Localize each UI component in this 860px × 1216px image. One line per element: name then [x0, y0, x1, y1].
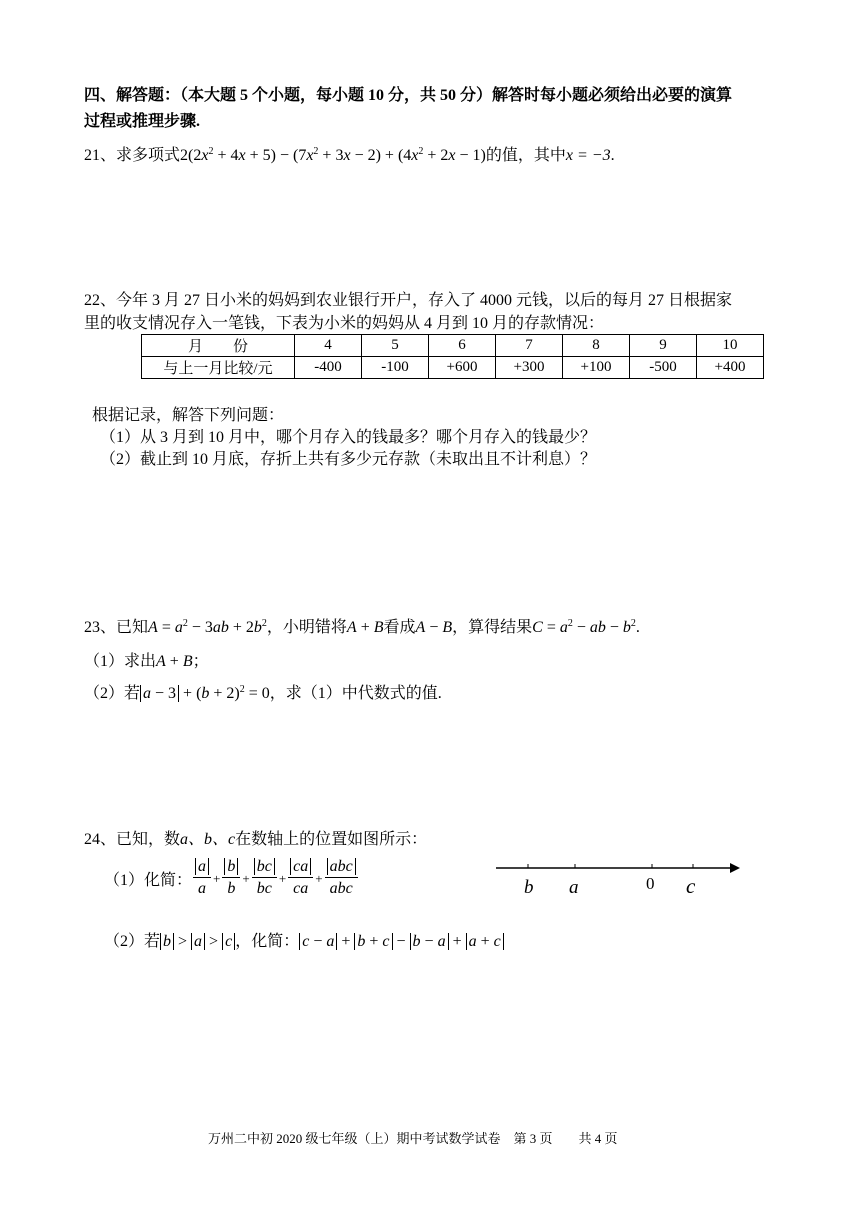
q23-known: 已知	[116, 619, 149, 636]
q23-expr-c: $C = a^2$ − ab − $b^2$	[532, 618, 636, 636]
fraction: $\frac{bc}{bc}$	[252, 857, 277, 900]
q22-line2: 里的收支情况存入一笔钱，下表为小米的妈妈从 4 月到 10 月的存款情况：	[84, 315, 605, 332]
table-row	[142, 335, 764, 357]
q21-polynomial: $2(2x^2 + 4x + 5) - (7x^2 + 3x - 2) + (4x^2 + 2x - 1)$	[180, 146, 486, 164]
q24-sub2-prefix: （2）若	[104, 933, 161, 950]
q23-text-2: 看成	[383, 619, 416, 636]
q24-sub2	[104, 928, 504, 951]
q23-text-1: ，小明错将	[266, 619, 347, 636]
q24-text-2: 在数轴上的位置如图所示：	[235, 831, 428, 848]
fraction: $\frac{\text{abc}}{\text{abc}}$	[325, 857, 358, 900]
table-row	[142, 357, 764, 379]
q23-a-minus-b: A − B	[415, 619, 453, 636]
q22-intro: 根据记录，解答下列问题：	[92, 407, 285, 424]
table-cell: 8	[563, 335, 630, 357]
q24-vars: a、b、c	[180, 831, 236, 848]
label-c: c	[686, 874, 696, 898]
deposit-table	[141, 334, 764, 379]
q24-sub2-mid: ，化简：	[235, 933, 300, 950]
fraction: $\frac{b}{b}$	[222, 857, 240, 900]
table-cell: 10	[697, 335, 764, 357]
q22-line1	[84, 287, 732, 310]
question-number: 23、	[84, 619, 117, 636]
table-cell: +100	[563, 357, 630, 379]
q24-sub1: （1）化简： $\frac{a}{a}$ + $\frac{b}{b}$ + $\frac{bc}{bc}$ + $\frac{ca}{ca}$ + $\frac{\text{abc}}{\text{abc}}$	[104, 857, 359, 900]
q21-x-value: x = −3	[565, 147, 611, 164]
q23-sub1-expr: A + B	[156, 653, 193, 670]
table-header-month: 月 份	[142, 335, 295, 357]
question-number: 24、	[84, 831, 117, 848]
table-cell: 6	[429, 335, 496, 357]
fraction: $\frac{a}{a}$	[193, 857, 211, 900]
table-cell: 9	[630, 335, 697, 357]
q23-expr-a: $A = a^2 - 3ab + 2b^2$	[148, 618, 267, 636]
table-cell: +300	[496, 357, 563, 379]
question-number: 22、	[84, 292, 117, 309]
table-cell: +400	[697, 357, 764, 379]
section-heading-line2: 过程或推理步骤.	[84, 113, 201, 130]
q22-sub1: （1）从 3 月到 10 月中，哪个月存入的钱最多？哪个月存入的钱最少？	[100, 429, 597, 446]
q23-sub2	[84, 680, 442, 703]
q23-sub1	[84, 648, 209, 671]
q23-sub2-condition: $a - 3 + (b + 2)^2 = 0$	[140, 685, 270, 702]
arrow-icon	[730, 863, 740, 873]
table-cell: +600	[429, 357, 496, 379]
table-header-change: 与上一月比较/元	[142, 357, 295, 379]
q22-text-1: 今年 3 月 27 日小米的妈妈到农业银行开户，存入了 4000 元钱，以后的每月 27 日根据家	[116, 292, 733, 309]
q23-sub2-suffix: ，求（1）中代数式的值.	[269, 685, 442, 702]
q24-text-1: 已知，数	[116, 831, 181, 848]
number-line-figure	[490, 855, 750, 905]
question-number: 21、	[84, 147, 117, 164]
q24-sub1-prefix: （1）化简：	[104, 872, 193, 889]
page-footer: 万州二中初 2020 级七年级（上）期中考试数学试卷 第 3 页 共 4 页	[208, 1131, 618, 1146]
question-23: 23、已知$A = a^2 - 3ab + 2b^2$，小明错将A + B看成A − B，算得结果$C = a^2$ − ab − $b^2$.	[84, 618, 640, 636]
q21-suffix: 的值，其中	[485, 147, 566, 164]
q22-sub2: （2）截止到 10 月底，存折上共有多少元存款（未取出且不计利息）？	[100, 451, 597, 468]
table-cell: -100	[362, 357, 429, 379]
q23-sub1-prefix: （1）求出	[84, 653, 157, 670]
q21-prefix: 求多项式	[116, 147, 181, 164]
q24-sub2-expr: c − a + b + c − b − a + a + c	[299, 933, 504, 950]
q24-line1	[84, 826, 427, 849]
table-cell: -400	[295, 357, 362, 379]
table-cell: 7	[496, 335, 563, 357]
q23-sub1-suffix: ；	[192, 653, 209, 670]
label-a: a	[569, 877, 579, 898]
table-cell: 5	[362, 335, 429, 357]
question-21: 21、求多项式$2(2x^2 + 4x + 5) - (7x^2 + 3x - 2) + (4x^2 + 2x - 1)$的值，其中x = −3.	[84, 146, 615, 164]
section-heading-line1: 四、解答题：（本大题 5 个小题，每小题 10 分，共 50 分）解答时每小题必须给出必要的演算	[84, 87, 733, 104]
q23-a-plus-b: A + B	[346, 619, 384, 636]
fraction: $\frac{ca}{ca}$	[288, 857, 313, 900]
label-b: b	[524, 877, 534, 898]
q24-sub2-condition: b > a > c	[160, 933, 235, 950]
table-cell: 4	[295, 335, 362, 357]
q23-sub2-prefix: （2）若	[84, 685, 141, 702]
table-cell: -500	[630, 357, 697, 379]
q23-text-3: ，算得结果	[452, 619, 533, 636]
label-zero: 0	[646, 874, 655, 893]
